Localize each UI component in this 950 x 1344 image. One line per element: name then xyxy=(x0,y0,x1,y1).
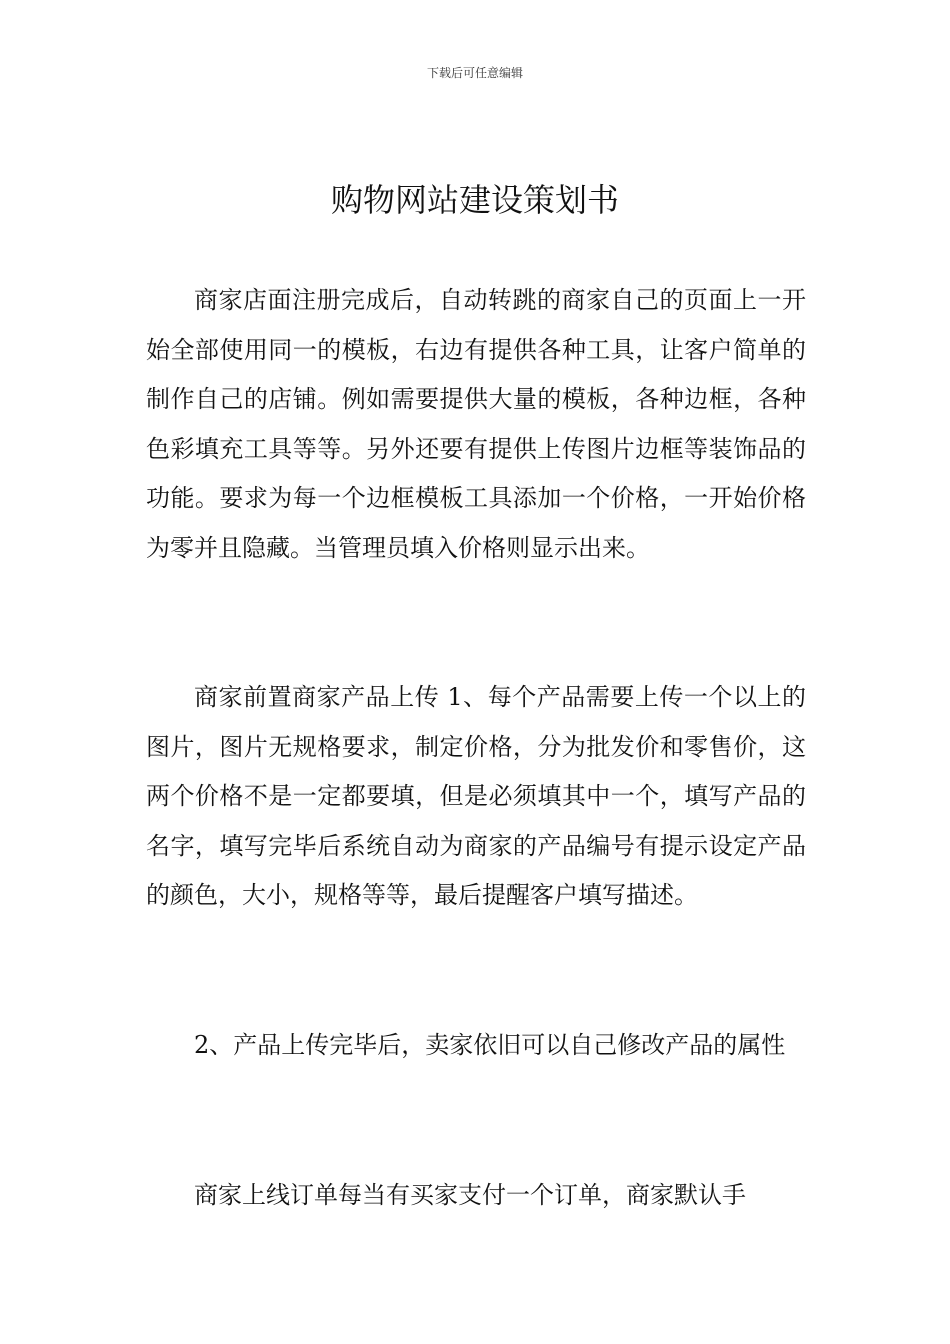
paragraph-store-setup: 商家店面注册完成后，自动转跳的商家自己的页面上一开始全部使用同一的模板，右边有提供各种工具，让客户简单的制作自己的店铺。例如需要提供大量的模板，各种边框，各种色彩填充工具等等。另外还要有提供上传图片边框等装饰品的功能。要求为每一个边框模板工具添加一个价格，一开始价格为零并且隐藏。当管理员填入价格则显示出来。 xyxy=(146,286,806,562)
paragraph-online-orders: 商家上线订单每当有买家支付一个订单，商家默认手 xyxy=(194,1181,746,1209)
paragraph-product-edit: 2、产品上传完毕后，卖家依旧可以自己修改产品的属性 xyxy=(194,1031,786,1059)
document-title: 购物网站建设策划书 xyxy=(330,181,619,219)
paragraph-product-upload: 商家前置商家产品上传 1、每个产品需要上传一个以上的图片，图片无规格要求，制定价格，分为批发价和零售价，这两个价格不是一定都要填，但是必须填其中一个，填写产品的名字，填写完毕后系统自动为商家的产品编号有提示设定产品的颜色，大小，规格等等，最后提醒客户填写描述。 xyxy=(146,683,806,909)
page-header-note: 下载后可任意编辑 xyxy=(426,66,523,80)
